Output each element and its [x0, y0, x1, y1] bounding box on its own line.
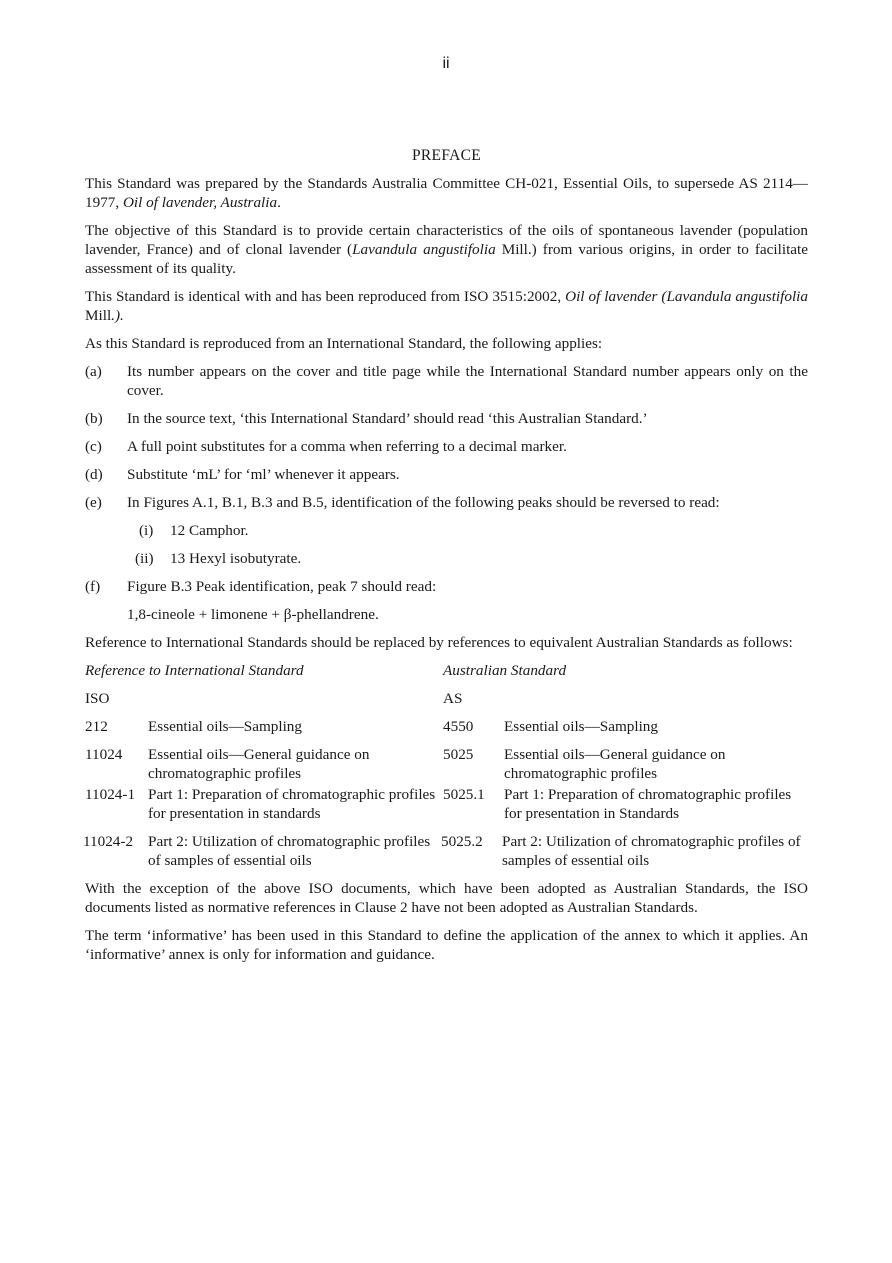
list-text: Substitute ‘mL’ for ‘ml’ whenever it appears.: [127, 466, 400, 483]
as-number: 5025.1: [443, 786, 485, 803]
iso-title: Part 2: Utilization of chromatographic profiles of samples of essential oils: [148, 833, 431, 869]
table-row: [85, 832, 808, 870]
list-text: Figure B.3 Peak identification, peak 7 should read:: [127, 578, 437, 595]
paragraph-exception: With the exception of the above ISO documents, which have been adopted as Australian Standards, the ISO documents listed as normative references in Clause 2 have not been adopted as Australian Standards.: [85, 880, 808, 916]
iso-title-mill: Mill: [85, 307, 112, 324]
iso-title: Essential oils—Sampling: [148, 718, 302, 735]
as-number: 5025.2: [441, 833, 483, 850]
list-item: [85, 493, 808, 512]
list-item: [85, 409, 808, 428]
list-label: (c): [85, 438, 102, 455]
list-label: (a): [85, 363, 102, 380]
iso-number: 11024: [85, 746, 123, 763]
paragraph-references: Reference to International Standards should be replaced by references to equivalent Australian Standards as follows:: [85, 634, 793, 651]
as-title: Part 2: Utilization of chromatographic profiles of samples of essential oils: [502, 833, 801, 869]
list-text: Its number appears on the cover and title page while the International Standard number appears only on the cover.: [127, 363, 808, 399]
list-item: [85, 437, 808, 456]
header-international: Reference to International Standard: [85, 662, 304, 679]
page-number: ii: [442, 55, 450, 72]
iso-title: Essential oils—General guidance on chromatographic profiles: [148, 746, 370, 782]
as-number: 5025: [443, 746, 474, 763]
label-iso: ISO: [85, 690, 110, 707]
list-label: (e): [85, 494, 102, 511]
paragraph-objective: [85, 221, 808, 278]
label-as: AS: [443, 690, 463, 707]
as-title: Part 1: Preparation of chromatographic profiles for presentation in Standards: [504, 786, 792, 822]
list-label: (f): [85, 578, 101, 595]
paragraph-identical: [85, 287, 808, 325]
header-australian: Australian Standard: [443, 662, 567, 679]
as-title: Essential oils—General guidance on chromatographic profiles: [504, 746, 726, 782]
iso-number: 11024-2: [83, 833, 134, 850]
page-title: PREFACE: [412, 147, 481, 164]
as-title: Essential oils—Sampling: [504, 718, 658, 735]
para2-text-b: Mill.) from various origins, in order to facilitate assessment of its quality.: [85, 241, 808, 277]
para2-text-a: The objective of this Standard is to provide certain characteristics of the oils of spontaneous lavender (population lavender, France) and of clonal lavender (: [85, 222, 808, 258]
paragraph-informative: The term ‘informative’ has been used in this Standard to define the application of the annex to which it applies. An ‘informative’ annex is only for information and guidance.: [85, 927, 808, 963]
iso-title: Part 1: Preparation of chromatographic profiles for presentation in standards: [148, 786, 436, 822]
peak-formula: 1,8-cineole + limonene + β-phellandrene.: [127, 606, 379, 623]
iso-number: 11024-1: [85, 786, 136, 803]
sublist-label: (i): [139, 522, 154, 539]
list-text: In Figures A.1, B.1, B.3 and B.5, identification of the following peaks should be reversed to read:: [127, 494, 720, 511]
sublist-label: (ii): [135, 550, 154, 567]
sublist-text: 13 Hexyl isobutyrate.: [170, 550, 302, 567]
para1-text: This Standard was prepared by the Standards Australia Committee CH-021, Essential Oils, to supersede AS 2114—1977,: [85, 175, 808, 211]
species-name: Lavandula angustifolia: [352, 241, 496, 258]
list-text: In the source text, ‘this International Standard’ should read ‘this Australian Standard.’: [127, 410, 648, 427]
sublist-item: [127, 549, 808, 568]
reference-table-header: [85, 661, 808, 680]
list-label: (b): [85, 410, 103, 427]
para1-end: .: [277, 194, 281, 211]
para3-text: This Standard is identical with and has been reproduced from ISO 3515:2002,: [85, 288, 566, 305]
sublist: [127, 521, 808, 568]
paragraph-supersede: [85, 174, 808, 212]
reference-table-subheader: [85, 689, 808, 708]
iso-number: 212: [85, 718, 108, 735]
preface-content: [85, 146, 808, 973]
list-text: A full point substitutes for a comma when referring to a decimal marker.: [127, 438, 567, 455]
as-number: 4550: [443, 718, 474, 735]
superseded-title: Oil of lavender, Australia: [122, 194, 278, 211]
iso-title: Oil of lavender (Lavandula angustifolia: [565, 288, 808, 305]
iso-title-end: .).: [111, 307, 124, 324]
table-row: [85, 785, 808, 823]
table-row: [85, 745, 808, 783]
list-item: [85, 577, 808, 596]
paragraph-applies: As this Standard is reproduced from an International Standard, the following applies:: [85, 335, 603, 352]
sublist-item: [127, 521, 808, 540]
table-row: [85, 717, 808, 736]
list-item: [85, 362, 808, 400]
list-item: [85, 465, 808, 484]
list-label: (d): [85, 466, 103, 483]
sublist-text: 12 Camphor.: [170, 522, 249, 539]
